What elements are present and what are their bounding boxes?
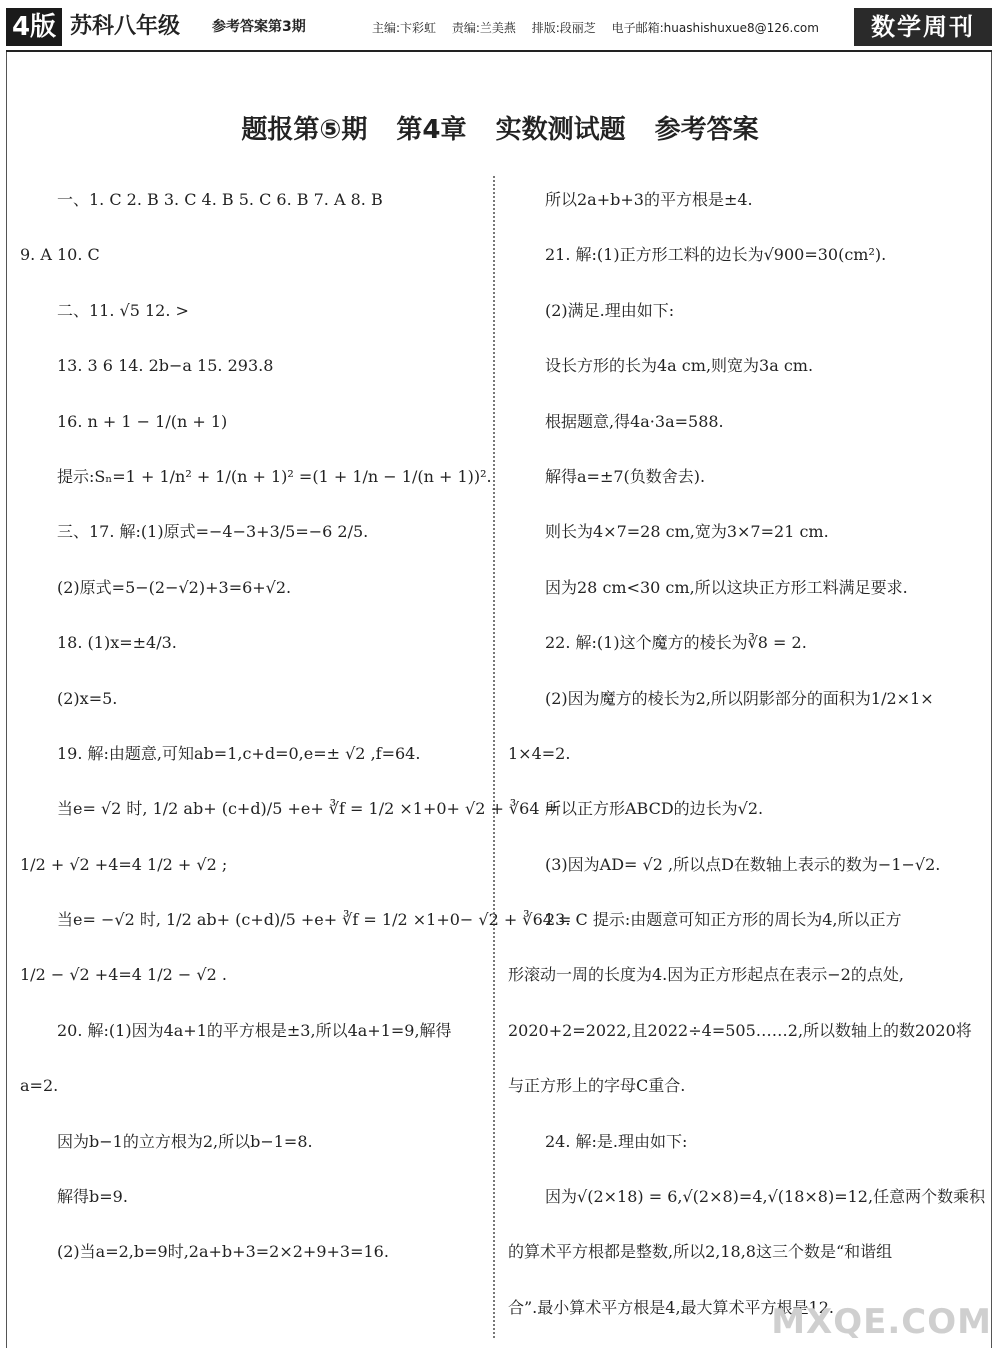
answer-line: 9. A 10. C — [20, 245, 100, 265]
answer-line: 因为b−1的立方根为2,所以b−1=8. — [57, 1131, 313, 1151]
answer-line: 因为28 cm<30 cm,所以这块正方形工料满足要求. — [545, 577, 908, 597]
answer-line: 23. C 提示:由题意可知正方形的周长为4,所以正方 — [545, 910, 902, 930]
answer-line: 所以2a+b+3的平方根是±4. — [545, 190, 753, 209]
answer-line: 22. 解:(1)这个魔方的棱长为∛8 = 2. — [545, 633, 807, 653]
responsible-editor: 责编:兰美燕 — [451, 21, 516, 35]
answer-line: (2)满足.理由如下: — [545, 300, 675, 320]
answer-line: (2)当a=2,b=9时,2a+b+3=2×2+9+3=16. — [57, 1242, 389, 1262]
answer-line: 一、1. C 2. B 3. C 4. B 5. C 6. B 7. A 8. B — [57, 190, 383, 209]
answer-line: (2)原式=5−(2−√2)+3=6+√2. — [57, 577, 292, 597]
answer-line: 形滚动一周的长度为4.因为正方形起点在表示−2的点处, — [508, 965, 904, 985]
answer-line: 24. 解:是.理由如下: — [545, 1131, 688, 1151]
answer-line: 13. 3 6 14. 2b−a 15. 293.8 — [57, 356, 274, 376]
answer-line: 18. (1)x=±4/3. — [57, 633, 177, 653]
publication-brand: 数学周刊 — [854, 8, 992, 46]
answer-line: a=2. — [20, 1076, 59, 1096]
column-divider — [493, 176, 495, 1338]
layout-editor: 排版:段丽芝 — [531, 21, 596, 35]
answer-line: 所以正方形ABCD的边长为√2. — [545, 799, 764, 819]
answer-line: 2020+2=2022,且2022÷4=505……2,所以数轴上的数2020将 — [508, 1020, 972, 1040]
page-header — [6, 8, 992, 46]
grade-label: 苏科八年级 — [70, 14, 181, 39]
header-rule — [6, 50, 992, 52]
answer-line: 则长为4×7=28 cm,宽为3×7=21 cm. — [545, 522, 829, 542]
answer-line: 合”.最小算术平方根是4,最大算术平方根是12. — [508, 1297, 834, 1317]
answer-line: 21. 解:(1)正方形工料的边长为√900=30(cm²). — [545, 245, 887, 265]
editor-in-chief: 主编:卞彩虹 — [372, 21, 437, 35]
answer-line: 19. 解:由题意,可知ab=1,c+d=0,e=± √2 ,f=64. — [57, 743, 421, 763]
page-title: 题报第⑤期 第4章 实数测试题 参考答案 — [241, 115, 759, 145]
answer-line: 解得b=9. — [57, 1187, 128, 1207]
answer-line: 1/2 + √2 +4=4 1/2 + √2 ; — [20, 854, 228, 874]
answer-line: 提示:Sₙ=1 + 1/n² + 1/(n + 1)² =(1 + 1/n − 1/(n + 1))². — [57, 466, 492, 486]
edition-badge: 4版 — [6, 8, 62, 46]
answer-line: 1/2 − √2 +4=4 1/2 − √2 . — [20, 965, 227, 985]
answer-line: 与正方形上的字母C重合. — [508, 1076, 686, 1096]
left-column — [20, 172, 572, 1280]
answer-line: 20. 解:(1)因为4a+1的平方根是±3,所以4a+1=9,解得 — [57, 1020, 452, 1040]
email-address: 电子邮箱:huashishuxue8@126.com — [611, 21, 819, 35]
staff-credits — [372, 19, 831, 37]
issue-label: 参考答案第3期 — [212, 19, 306, 35]
answer-line: 二、11. √5 12. > — [57, 300, 189, 320]
answer-line: 1×4=2. — [508, 743, 571, 763]
answer-line: (2)因为魔方的棱长为2,所以阴影部分的面积为1/2×1× — [545, 688, 934, 708]
answer-line: 三、17. 解:(1)原式=−4−3+3/5=−6 2/5. — [57, 522, 369, 542]
answer-line: (3)因为AD= √2 ,所以点D在数轴上表示的数为−1−√2. — [545, 854, 941, 874]
frame-right — [991, 52, 992, 1348]
frame-left — [6, 52, 7, 1348]
answer-line: 的算术平方根都是整数,所以2,18,8这三个数是“和谐组 — [508, 1242, 893, 1262]
answer-line: 解得a=±7(负数舍去). — [545, 466, 706, 486]
answer-line: 根据题意,得4a·3a=588. — [545, 411, 724, 431]
answer-line: 设长方形的长为4a cm,则宽为3a cm. — [545, 356, 814, 376]
answer-line: (2)x=5. — [57, 688, 118, 708]
watermark: MXQE.COM — [771, 1302, 992, 1342]
right-column — [508, 172, 986, 1335]
answer-line: 因为√(2×18) = 6,√(2×8)=4,√(18×8)=12,任意两个数乘积 — [545, 1187, 986, 1207]
answer-line: 当e= −√2 时, 1/2 ab+ (c+d)/5 +e+ ∛f = 1/2 ×1+0− √2 + ∛64 = — [57, 910, 572, 930]
answer-line: 当e= √2 时, 1/2 ab+ (c+d)/5 +e+ ∛f = 1/2 ×1+0+ √2 + ∛64 = — [57, 799, 559, 819]
answer-line: 16. n + 1 − 1/(n + 1) — [57, 411, 228, 431]
